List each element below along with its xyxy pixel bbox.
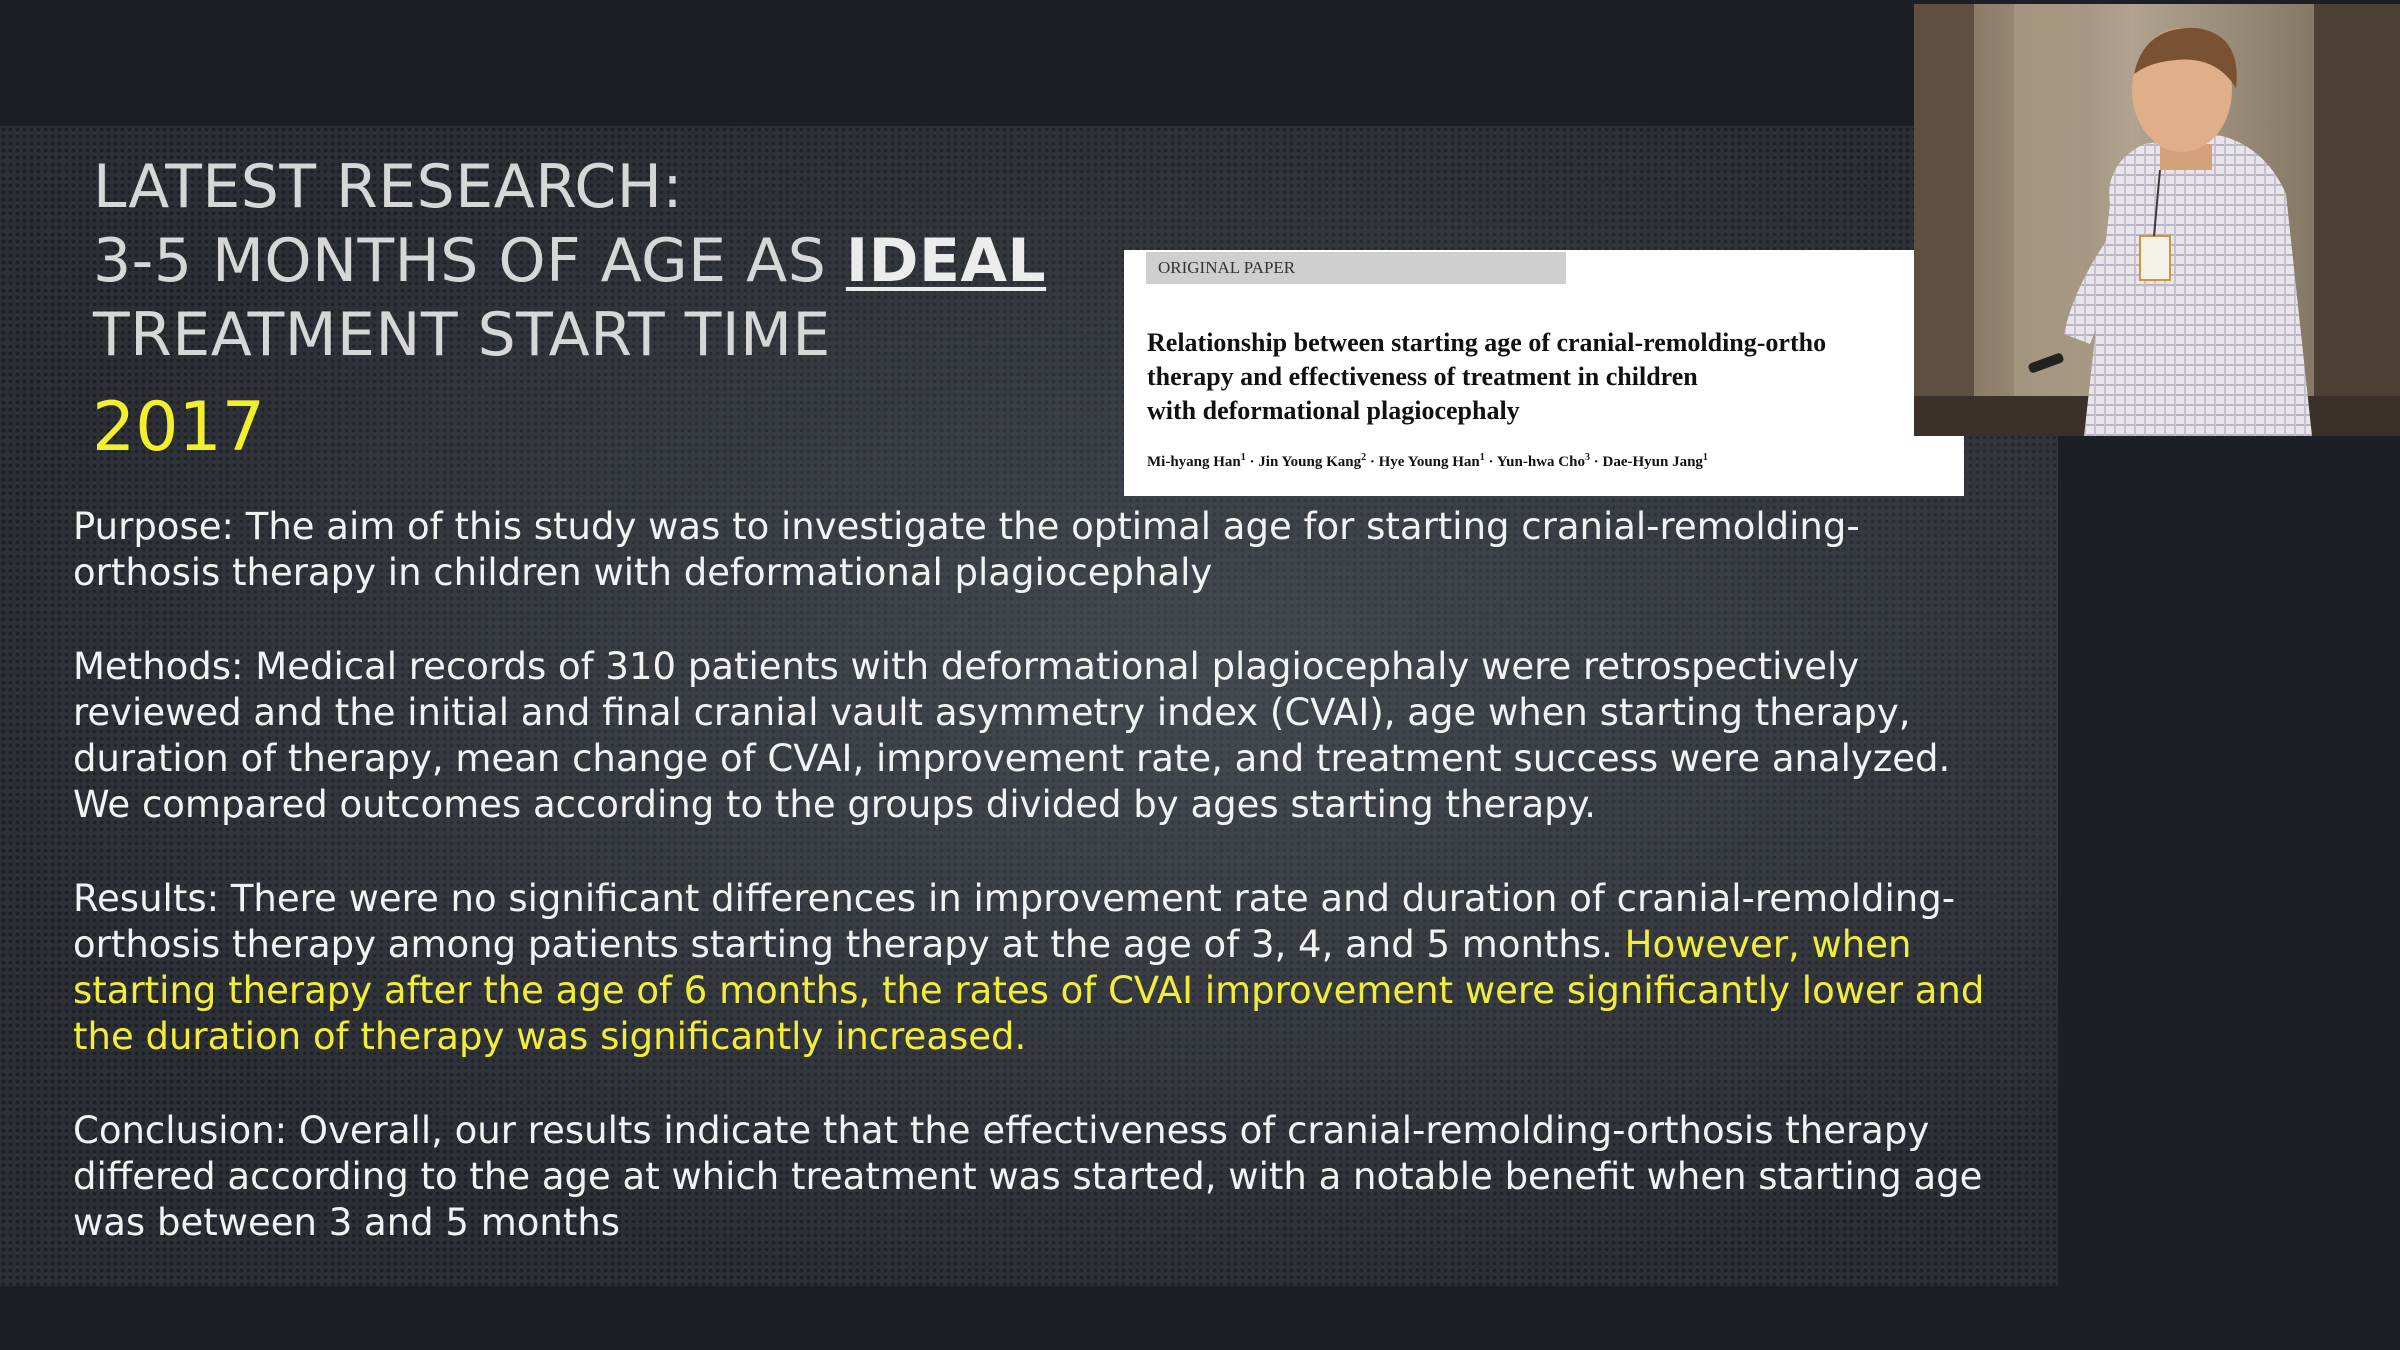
- slide-title-emphasis: IDEAL: [845, 226, 1047, 296]
- author-name: Dae-Hyun Jang: [1602, 454, 1703, 470]
- paper-screenshot: [1124, 250, 1964, 496]
- slide-title-line-2: [93, 224, 1046, 298]
- results-text: Results: There were no significant differences in improvement rate and duration of cranial-remolding-orthosis therapy among patients starting therapy at the age of 3, 4, and 5 months.: [73, 877, 1956, 966]
- publication-year: 2017: [92, 388, 266, 467]
- slide-title-line-3: TREATMENT START TIME: [93, 300, 831, 370]
- author-name: Jin Young Kang: [1258, 454, 1362, 470]
- author-name: Yun-hwa Cho: [1496, 454, 1585, 470]
- paper-title: [1147, 326, 1964, 428]
- wall-column: [2014, 4, 2084, 436]
- presenter-video-icon: [1914, 4, 2400, 436]
- presentation-slide: [0, 126, 2058, 1286]
- paper-authors: [1147, 452, 1708, 471]
- author-affiliation: 3: [1584, 452, 1590, 463]
- wall-column-left: [1914, 4, 1974, 436]
- author-separator: ·: [1366, 454, 1379, 470]
- results-paragraph: [73, 876, 2003, 1060]
- author-name: Hye Young Han: [1378, 454, 1480, 470]
- author-affiliation: 1: [1702, 452, 1708, 463]
- paper-title-line: with deformational plagiocephaly: [1147, 396, 1520, 425]
- author-affiliation: 2: [1361, 452, 1367, 463]
- results-highlight: However, when starting therapy after the age of 6 months, the rates of CVAI improvement were significantly lower and the duration of therapy was significantly increased.: [73, 923, 1985, 1058]
- methods-paragraph: Methods: Medical records of 310 patients with deformational plagiocephaly were retrospectively reviewed and the initial and final cranial vault asymmetry index (CVAI), age when starting therapy, duration of therapy, mean change of CVAI, improvement rate, and treatment success were analyzed. We compared outcomes according to the groups divided by ages starting therapy.: [73, 645, 1951, 826]
- slide-title-prefix: 3-5 MONTHS OF AGE AS: [93, 226, 846, 296]
- presenter-video-feed: [1914, 4, 2400, 436]
- paper-title-line: Relationship between starting age of cranial-remolding-ortho: [1147, 328, 1827, 357]
- wall-door: [2314, 4, 2400, 436]
- slide-title-line-1: LATEST RESEARCH:: [93, 152, 684, 222]
- author-affiliation: 1: [1479, 452, 1485, 463]
- paper-tag: ORIGINAL PAPER: [1146, 252, 1566, 284]
- author-separator: ·: [1484, 454, 1497, 470]
- conclusion-paragraph: Conclusion: Overall, our results indicate that the effectiveness of cranial-remolding-orthosis therapy differed according to the age at which treatment was started, with a notable benefit when starting age was between 3 and 5 months: [73, 1109, 1983, 1244]
- author-separator: ·: [1245, 454, 1259, 470]
- paper-title-line: therapy and effectiveness of treatment in children: [1147, 362, 1698, 391]
- purpose-paragraph: Purpose: The aim of this study was to investigate the optimal age for starting cranial-remolding-orthosis therapy in children with deformational plagiocephaly: [73, 505, 1860, 594]
- author-name: Mi-hyang Han: [1147, 454, 1241, 470]
- author-separator: ·: [1589, 454, 1603, 470]
- lanyard-badge: [2140, 236, 2170, 280]
- author-affiliation: 1: [1240, 452, 1246, 463]
